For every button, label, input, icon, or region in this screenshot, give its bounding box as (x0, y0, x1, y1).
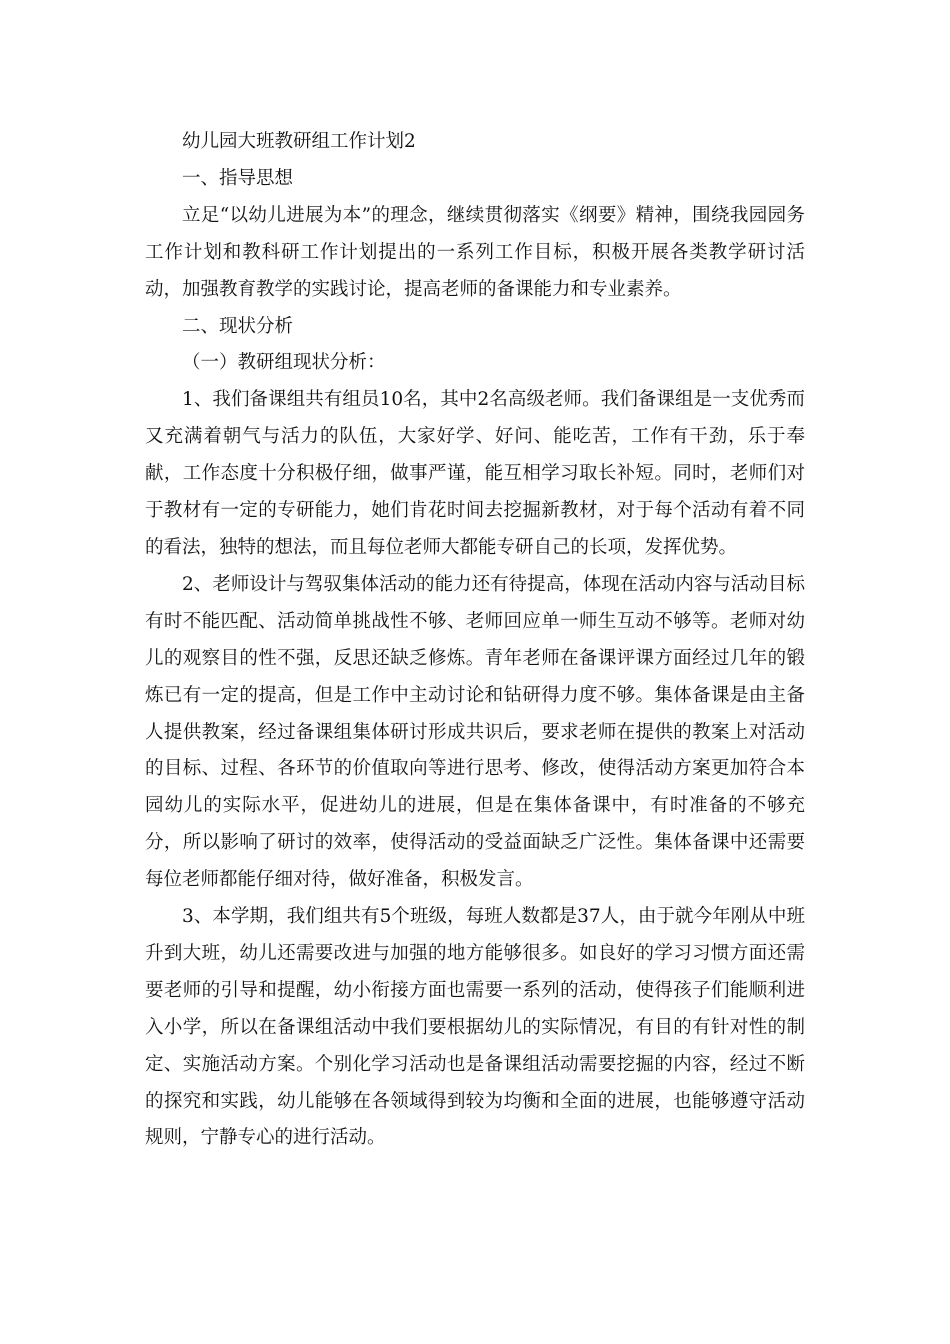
section2-heading: 二、现状分析 (182, 315, 294, 337)
item1-paragraph: 1、我们备课组共有组员10名，其中2名高级老师。我们备课组是一支优秀而又充满着朝气与活力的队伍，大家好学、好问、能吃苦，工作有干劲，乐于奉献，工作态度十分积极仔细，做事严谨，能互相学习取长补短。同时，老师们对于教材有一定的专研能力，她们肯花时间去挖掘新教材，对于每个活动有着不同的看法，独特的想法，而且每位老师大都能专研自己的长项，发挥优势。 (145, 389, 805, 558)
section1-heading: 一、指导思想 (182, 167, 294, 189)
document-body (145, 124, 805, 1157)
item2-paragraph: 2、老师设计与驾驭集体活动的能力还有待提高，体现在活动内容与活动目标有时不能匹配、活动简单挑战性不够、老师回应单一师生互动不够等。老师对幼儿的观察目的性不强，反思还缺乏修炼。青年老师在备课评课方面经过几年的锻炼已有一定的提高，但是工作中主动讨论和钻研得力度不够。集体备课是由主备人提供教案，经过备课组集体研讨形成共识后，要求老师在提供的教案上对活动的目标、过程、各环节的价值取向等进行思考、修改，使得活动方案更加符合本园幼儿的实际水平，促进幼儿的进展，但是在集体备课中，有时准备的不够充分，所以影响了研讨的效率，使得活动的受益面缺乏广泛性。集体备课中还需要每位老师都能仔细对待，做好准备，积极发言。 (145, 573, 805, 891)
subsection1-heading: （一）教研组现状分析： (182, 352, 386, 374)
document-title: 幼儿园大班教研组工作计划2 (182, 131, 416, 152)
item3-paragraph: 3、本学期，我们组共有5个班级，每班人数都是37人，由于就今年刚从中班升到大班，幼儿还需要改进与加强的地方能够很多。如良好的学习习惯方面还需要老师的引导和提醒，幼小衔接方面也需要一系列的活动，使得孩子们能顺利进入小学，所以在备课组活动中我们要根据幼儿的实际情况，有目的有针对性的制定、实施活动方案。个别化学习活动也是备课组活动需要挖掘的内容，经过不断的探究和实践，幼儿能够在各领域得到较为均衡和全面的进展，也能够遵守活动规则，宁静专心的进行活动。 (145, 906, 805, 1149)
section1-paragraph: 立足“以幼儿进展为本”的理念，继续贯彻落实《纲要》精神，围绕我园园务工作计划和教科研工作计划提出的一系列工作目标，积极开展各类教学研讨活动，加强教育教学的实践讨论，提高老师的备课能力和专业素养。 (145, 204, 805, 300)
